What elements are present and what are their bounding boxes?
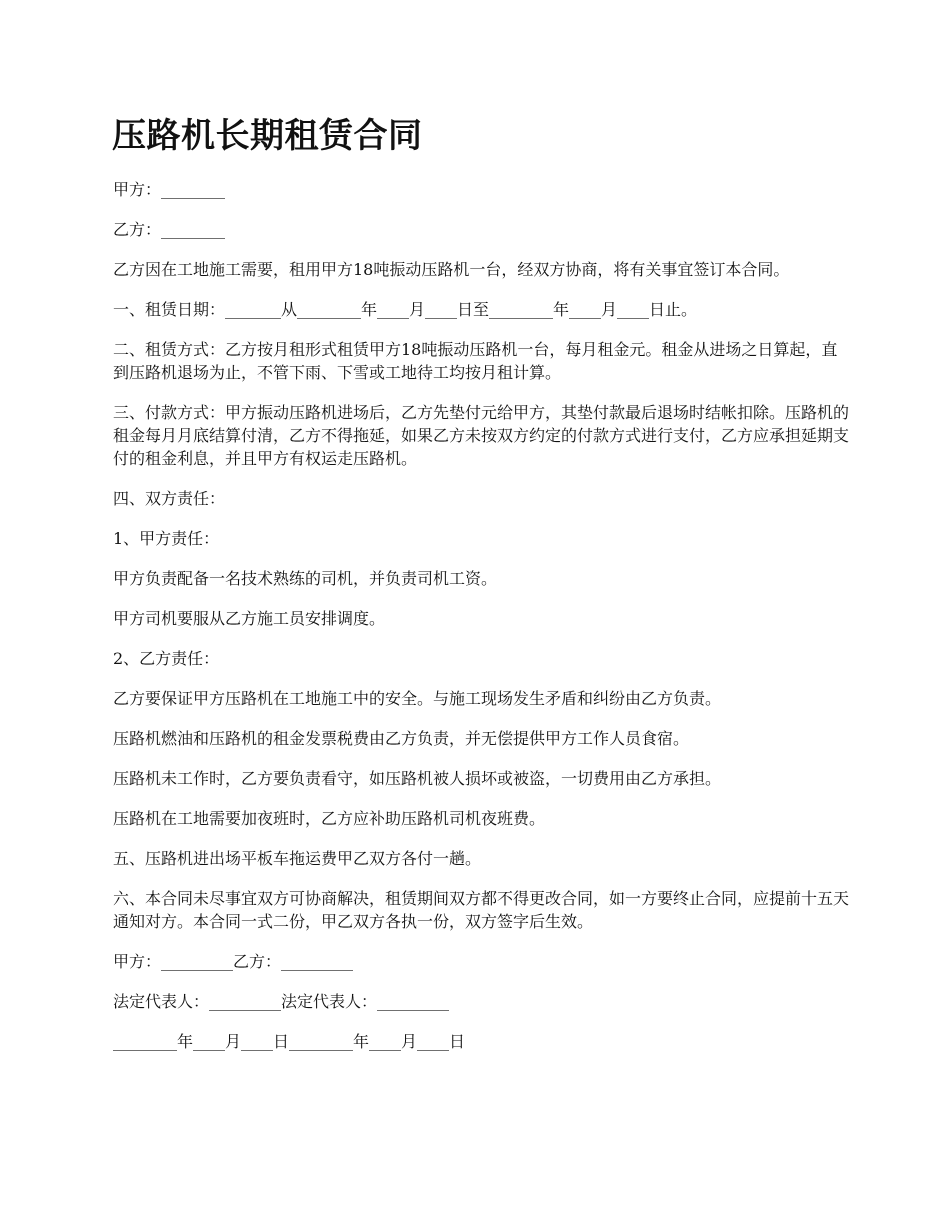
clause-lease-period: 一、租赁日期：_______从________年____月____日至________年____月____日止。 [113,300,698,319]
signature-representatives-line: 法定代表人：_________法定代表人：_________ [113,992,450,1011]
contract-preamble: 乙方因在工地施工需要，租用甲方18吨振动压路机一台，经双方协商，将有关事宜签订本合同。 [113,260,790,279]
party-a-responsibility-item: 甲方司机要服从乙方施工员安排调度。 [113,609,386,628]
party-b-responsibility-item: 压路机在工地需要加夜班时，乙方应补助压路机司机夜班费。 [113,809,546,828]
document-body [113,178,853,1070]
clause-transport-fee: 五、压路机进出场平板车拖运费甲乙双方各付一趟。 [113,849,482,868]
clause-responsibilities-heading: 四、双方责任： [113,489,226,508]
party-b-responsibilities-heading: 2、乙方责任： [113,649,220,668]
clause-lease-method: 二、租赁方式：乙方按月租形式租赁甲方18吨振动压路机一台，每月租金元。租金从进场之日算起，直到压路机退场为止，不管下雨、下雪或工地待工均按月租计算。 [113,340,838,382]
party-a-responsibility-item: 甲方负责配备一名技术熟练的司机，并负责司机工资。 [113,569,498,588]
party-a-line: 甲方：________ [113,180,226,199]
party-b-responsibility-item: 压路机燃油和压路机的租金发票税费由乙方负责，并无偿提供甲方工作人员食宿。 [113,729,690,748]
signature-parties-line: 甲方：_________乙方：_________ [113,952,354,971]
party-b-line: 乙方：________ [113,220,226,239]
party-a-responsibilities-heading: 1、甲方责任： [113,529,220,548]
party-b-responsibility-item: 乙方要保证甲方压路机在工地施工中的安全。与施工现场发生矛盾和纠纷由乙方负责。 [113,689,722,708]
signature-dates-line: ________年____月____日________年____月____日 [113,1032,466,1051]
document-title: 压路机长期租赁合同 [112,116,423,156]
clause-payment-method: 三、付款方式：甲方振动压路机进场后，乙方先垫付元给甲方，其垫付款最后退场时结帐扣除。压路机的租金每月月底结算付清，乙方不得拖延，如果乙方未按双方约定的付款方式进行支付，乙方应承担延期支付的租金利息，并且甲方有权运走压路机。 [113,403,850,468]
party-b-responsibility-item: 压路机未工作时，乙方要负责看守，如压路机被人损坏或被盗，一切费用由乙方承担。 [113,769,722,788]
clause-miscellaneous: 六、本合同未尽事宜双方可协商解决，租赁期间双方都不得更改合同，如一方要终止合同，应提前十五天通知对方。本合同一式二份，甲乙双方各执一份，双方签字后生效。 [113,889,850,931]
